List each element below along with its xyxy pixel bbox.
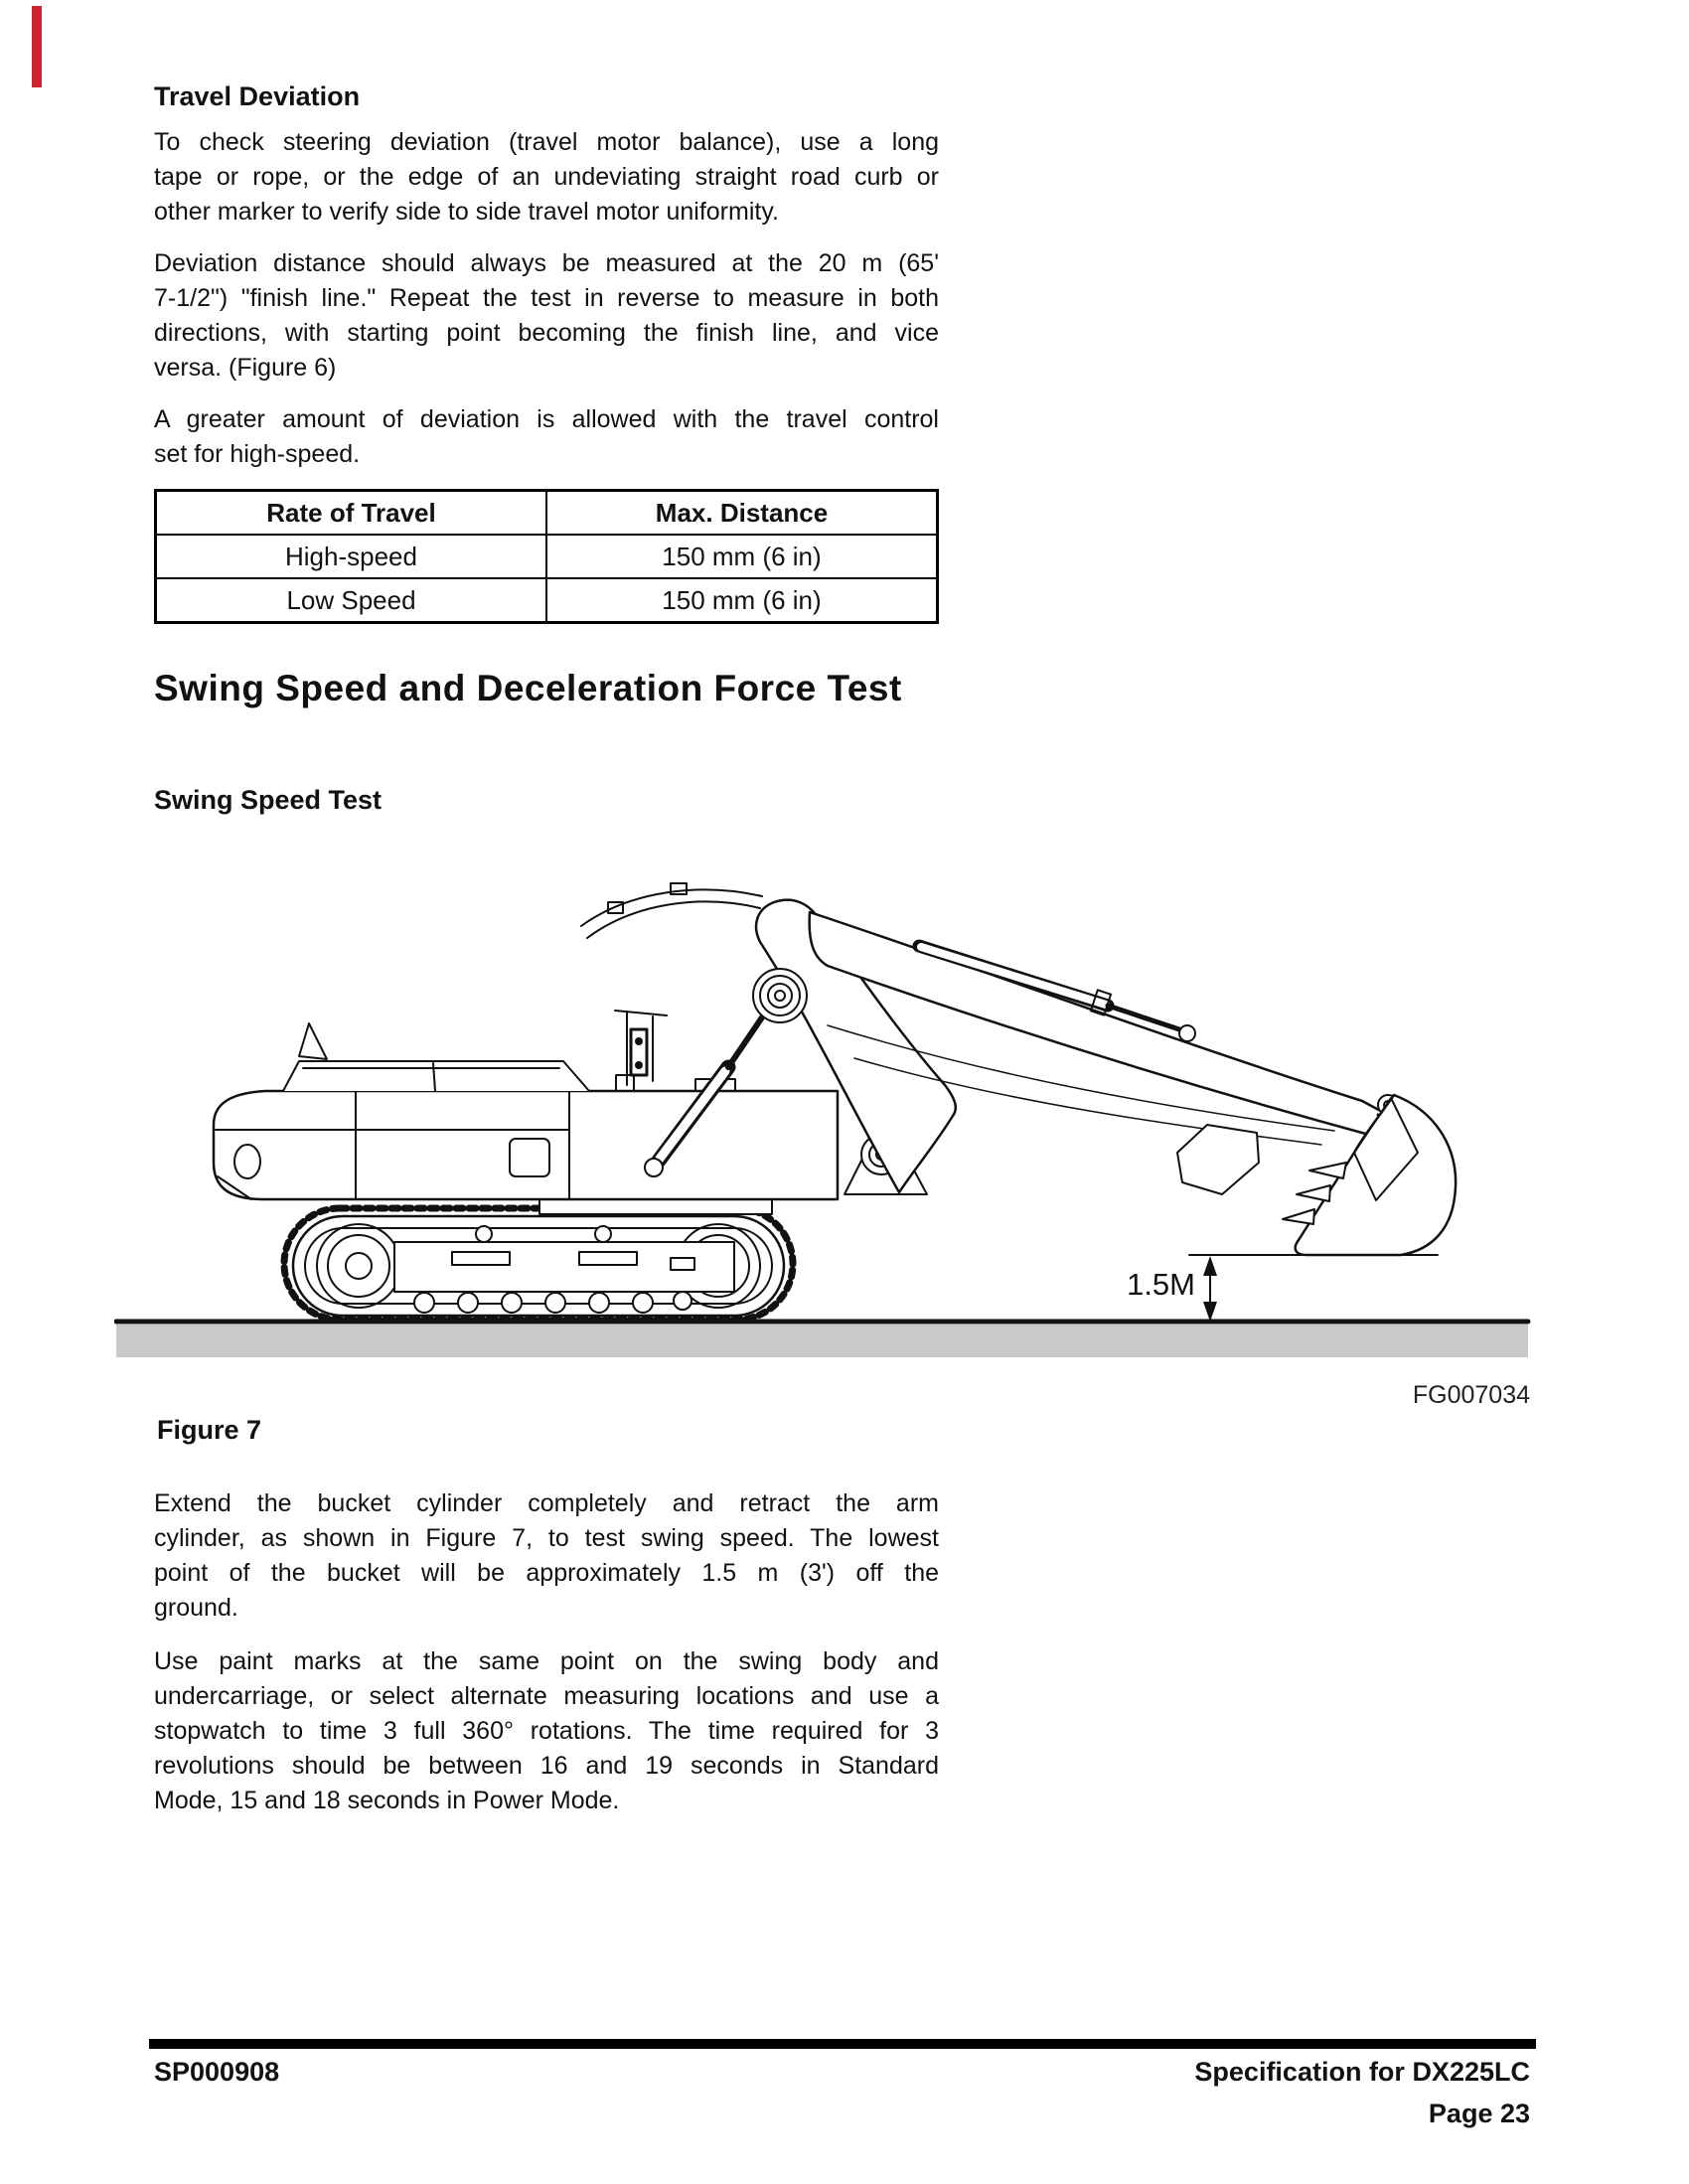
paragraph-travel-1 <box>154 125 939 230</box>
footer-rule <box>149 2039 1536 2049</box>
table-row <box>156 578 938 623</box>
table-row <box>156 535 938 578</box>
table-cell-rate: Low Speed <box>156 578 547 623</box>
page-edge-red-mark <box>32 6 42 87</box>
travel-deviation-table <box>154 489 939 624</box>
text-line: other marker to verify side to side travel motor uniformity. <box>154 198 779 226</box>
paragraph-travel-3 <box>154 402 939 472</box>
text-line: Extend the bucket cylinder completely and retract the arm <box>154 1489 939 1517</box>
table-cell-distance: 150 mm (6 in) <box>546 535 938 578</box>
text-line: ground. <box>154 1594 238 1622</box>
table-header-distance: Max. Distance <box>546 491 938 536</box>
table-header-rate: Rate of Travel <box>156 491 547 536</box>
text-line: cylinder, as shown in Figure 7, to test swing speed. The lowest <box>154 1524 939 1552</box>
figure-caption: Figure 7 <box>157 1415 262 1445</box>
text-line: set for high-speed. <box>154 440 361 468</box>
text-line: To check steering deviation (travel motor balance), use a long <box>154 128 939 156</box>
paragraph-travel-2 <box>154 246 939 386</box>
text-line: revolutions should be between 16 and 19 seconds in Standard <box>154 1752 939 1780</box>
text-line: A greater amount of deviation is allowed with the travel control <box>154 405 939 433</box>
section-heading-swing-speed: Swing Speed and Deceleration Force Test <box>154 668 902 708</box>
text-line: Mode, 15 and 18 seconds in Power Mode. <box>154 1787 620 1814</box>
text-line: undercarriage, or select alternate measuring locations and use a <box>154 1682 939 1710</box>
paragraph-swing-2 <box>154 1644 939 1818</box>
text-line: stopwatch to time 3 full 360° rotations. The time required for 3 <box>154 1717 939 1745</box>
excavator-illustration <box>114 855 1535 1363</box>
footer-doc-number: SP000908 <box>154 2057 280 2087</box>
height-dimension <box>1127 1255 1438 1322</box>
track-assembly <box>284 1208 793 1320</box>
table-cell-rate: High-speed <box>156 535 547 578</box>
text-line: 7-1/2") "finish line." Repeat the test in reverse to measure in both <box>154 284 939 312</box>
footer-page-number: Page 23 <box>1428 2099 1530 2128</box>
figure-code: FG007034 <box>1412 1381 1530 1409</box>
text-line: tape or rope, or the edge of an undeviating straight road curb or <box>154 163 939 191</box>
ground-strip <box>116 1325 1528 1357</box>
section-heading-travel-deviation: Travel Deviation <box>154 81 361 111</box>
text-line: versa. (Figure 6) <box>154 354 337 382</box>
text-line: Use paint marks at the same point on the swing body and <box>154 1647 939 1675</box>
dimension-label: 1.5M <box>1127 1267 1195 1302</box>
text-line: directions, with starting point becoming the finish line, and vice <box>154 319 939 347</box>
text-line: Deviation distance should always be measured at the 20 m (65' <box>154 249 939 277</box>
paragraph-swing-1 <box>154 1486 939 1626</box>
table-cell-distance: 150 mm (6 in) <box>546 578 938 623</box>
subheading-swing-speed-test: Swing Speed Test <box>154 785 383 815</box>
footer-title: Specification for DX225LC <box>1194 2057 1530 2087</box>
table-header-row <box>156 491 938 536</box>
text-line: point of the bucket will be approximately 1.5 m (3') off the <box>154 1559 939 1587</box>
